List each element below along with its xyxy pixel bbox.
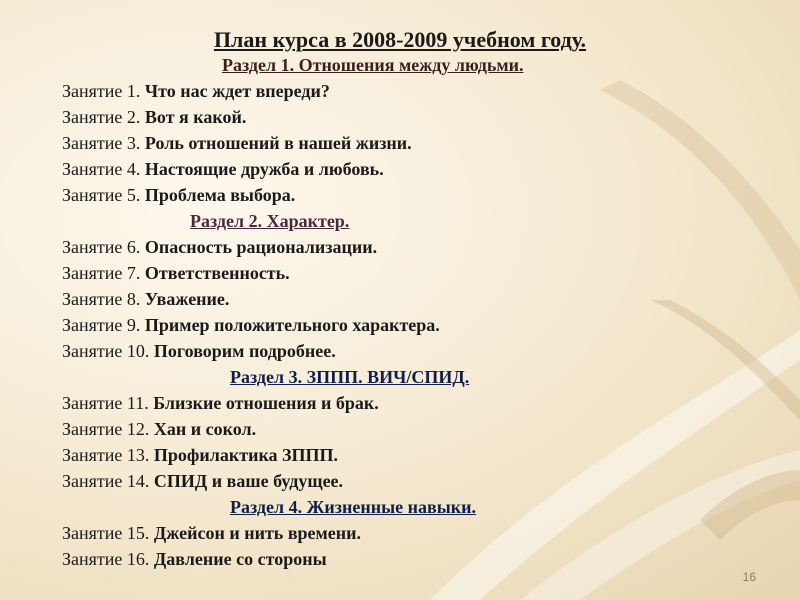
lesson-7-number: Занятие 7. xyxy=(62,263,145,283)
lesson-4-topic: Настоящие дружба и любовь. xyxy=(144,159,384,179)
lesson-12 xyxy=(62,416,256,442)
lesson-9-number: Занятие 9. xyxy=(62,315,145,335)
lesson-10-number: Занятие 10. xyxy=(62,341,154,361)
lesson-7-topic: Ответственность. xyxy=(144,263,290,283)
lesson-3-number: Занятие 3. xyxy=(62,133,145,153)
lesson-14-topic: СПИД и ваше будущее. xyxy=(153,471,344,491)
lesson-9-topic: Пример положительного характера. xyxy=(144,315,440,335)
lesson-8-number: Занятие 8. xyxy=(62,289,145,309)
lesson-12-number: Занятие 12. xyxy=(62,419,154,439)
lesson-2-number: Занятие 2. xyxy=(62,107,145,127)
lesson-15-topic: Джейсон и нить времени. xyxy=(153,523,362,543)
lesson-1-topic: Что нас ждет впереди? xyxy=(144,81,330,101)
lesson-13-topic: Профилактика ЗППП. xyxy=(153,445,339,465)
lesson-2-topic: Вот я какой. xyxy=(144,107,247,127)
lesson-16-number: Занятие 16. xyxy=(62,549,154,569)
lesson-11-topic: Близкие отношения и брак. xyxy=(153,393,379,413)
lesson-2 xyxy=(62,104,246,130)
lesson-3 xyxy=(62,130,412,156)
lesson-13-number: Занятие 13. xyxy=(62,445,154,465)
lesson-5-number: Занятие 5. xyxy=(62,185,145,205)
section-4-heading: Раздел 4. Жизненные навыки. xyxy=(230,497,477,517)
lesson-9 xyxy=(62,312,440,338)
section-1-heading: Раздел 1. Отношения между людьми. xyxy=(222,55,524,75)
page-number: 16 xyxy=(742,570,756,584)
lesson-7 xyxy=(62,260,290,286)
lesson-15-number: Занятие 15. xyxy=(62,523,154,543)
lesson-10-topic: Поговорим подробнее. xyxy=(153,341,336,361)
section-2-heading: Раздел 2. Характер. xyxy=(190,211,350,231)
lesson-8-topic: Уважение. xyxy=(144,289,230,309)
lesson-10 xyxy=(62,338,336,364)
lesson-12-topic: Хан и сокол. xyxy=(153,419,257,439)
lesson-13 xyxy=(62,442,338,468)
lesson-5-topic: Проблема выбора. xyxy=(144,185,296,205)
lesson-15 xyxy=(62,520,361,546)
lesson-4-number: Занятие 4. xyxy=(62,159,145,179)
lesson-1-number: Занятие 1. xyxy=(62,81,145,101)
lesson-14 xyxy=(62,468,343,494)
lesson-5 xyxy=(62,182,295,208)
slide-title: План курса в 2008-2009 учебном году. xyxy=(213,27,587,52)
lesson-1 xyxy=(62,78,330,104)
lesson-16 xyxy=(62,546,327,572)
lesson-11 xyxy=(62,390,379,416)
lesson-8 xyxy=(62,286,229,312)
lesson-11-number: Занятие 11. xyxy=(62,393,154,413)
section-3-heading: Раздел 3. ЗППП. ВИЧ/СПИД. xyxy=(230,367,470,387)
lesson-14-number: Занятие 14. xyxy=(62,471,154,491)
lesson-16-topic: Давление со стороны xyxy=(153,549,327,569)
lesson-3-topic: Роль отношений в нашей жизни. xyxy=(144,133,412,153)
lesson-6-topic: Опасность рационализации. xyxy=(144,237,378,257)
lesson-4 xyxy=(62,156,384,182)
lesson-6 xyxy=(62,234,377,260)
lesson-6-number: Занятие 6. xyxy=(62,237,145,257)
